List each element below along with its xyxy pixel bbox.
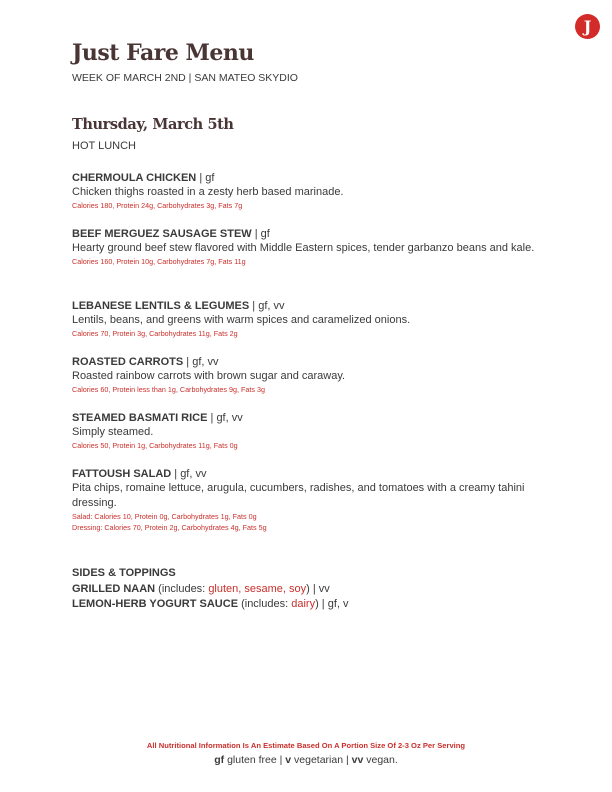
- menu-item: [72, 355, 542, 395]
- menu-item-nutrition: Calories 50, Protein 1g, Carbohydrates 11g, Fats 0g: [72, 441, 238, 450]
- menu-item-name: ROASTED CARROTS: [72, 356, 184, 368]
- menu-item-nutrition: Salad: Calories 10, Protein 0g, Carbohydrates 1g, Fats 0g: [72, 512, 257, 521]
- day-heading: Thursday, March 5th: [72, 116, 234, 133]
- menu-item-nutrition: Calories 60, Protein less than 1g, Carbohydrates 9g, Fats 3g: [72, 385, 265, 394]
- menu-item-header: [72, 227, 542, 241]
- menu-item-tags: | gf, vv: [207, 412, 243, 424]
- menu-item-nutrition: Calories 70, Protein 3g, Carbohydrates 11g, Fats 2g: [72, 329, 238, 338]
- side-item-name: LEMON-HERB YOGURT SAUCE: [72, 598, 239, 610]
- menu-item-tags: | gf, vv: [183, 356, 219, 368]
- legend-text-gf: gluten free |: [224, 754, 286, 766]
- menu-item: [72, 299, 542, 339]
- menu-item-nutrition: Dressing: Calories 70, Protein 2g, Carbohydrates 4g, Fats 5g: [72, 523, 267, 532]
- nutrition-disclaimer: All Nutritional Information Is An Estimate Based On A Portion Size Of 2-3 Oz Per Serving: [146, 741, 466, 750]
- menu-subtitle: WEEK OF MARCH 2ND | SAN MATEO SKYDIO: [72, 72, 298, 84]
- menu-item-header: [72, 467, 542, 481]
- legend-text-vv: vegan.: [363, 754, 398, 766]
- just-fare-logo: J: [575, 14, 600, 39]
- menu-item: [72, 171, 542, 211]
- menu-item: [72, 227, 542, 267]
- side-item-tags: ) | gf, v: [315, 598, 349, 610]
- side-item-naan: [72, 582, 542, 598]
- legend-text-v: vegetarian |: [291, 754, 352, 766]
- menu-item-description: Chicken thighs roasted in a zesty herb based marinade.: [72, 186, 344, 198]
- side-item-name: GRILLED NAAN: [72, 582, 156, 595]
- menu-item-name: BEEF MERGUEZ SAUSAGE STEW: [72, 228, 252, 240]
- menu-item-header: [72, 411, 542, 425]
- menu-item-description: Hearty ground beef stew flavored with Middle Eastern spices, tender garbanzo beans and kale.: [72, 242, 535, 254]
- menu-item-description: Pita chips, romaine lettuce, arugula, cucumbers, radishes, and tomatoes with a creamy tahini dressing.: [72, 482, 525, 509]
- menu-item-name: LEBANESE LENTILS & LEGUMES: [72, 300, 250, 312]
- menu-item-header: [72, 299, 542, 313]
- sides-section: [72, 566, 542, 613]
- side-item-includes: (includes:: [238, 598, 292, 610]
- legend-key-gf: gf: [214, 754, 225, 766]
- menu-item-nutrition: Calories 180, Protein 24g, Carbohydrates 3g, Fats 7g: [72, 201, 243, 210]
- menu-item-tags: | gf, vv: [249, 300, 285, 312]
- menu-item-name: CHERMOULA CHICKEN: [72, 172, 197, 184]
- side-item-allergens: dairy: [291, 598, 316, 610]
- side-item-tags: ) | vv: [306, 582, 330, 595]
- menu-item-header: [72, 171, 542, 185]
- side-item-yogurt-sauce: [72, 597, 542, 613]
- sides-heading: SIDES & TOPPINGS: [72, 567, 176, 579]
- menu-item-description: Simply steamed.: [72, 426, 154, 438]
- dietary-legend: [0, 754, 612, 766]
- menu-item-tags: | gf, vv: [171, 468, 207, 480]
- section-heading: HOT LUNCH: [72, 140, 136, 152]
- menu-item-name: STEAMED BASMATI RICE: [72, 412, 208, 424]
- side-item-includes: (includes:: [155, 582, 209, 595]
- menu-item-header: [72, 355, 542, 369]
- legend-key-v: v: [285, 754, 292, 766]
- menu-item: [72, 411, 542, 451]
- menu-item-tags: | gf: [196, 172, 215, 184]
- legend-key-vv: vv: [351, 754, 364, 766]
- menu-item: [72, 467, 542, 533]
- menu-item-description: Lentils, beans, and greens with warm spices and caramelized onions.: [72, 314, 411, 326]
- menu-item-description: Roasted rainbow carrots with brown sugar and caraway.: [72, 370, 346, 382]
- menu-item-nutrition: Calories 160, Protein 10g, Carbohydrates 7g, Fats 11g: [72, 257, 246, 266]
- menu-item-name: FATTOUSH SALAD: [72, 468, 172, 480]
- side-item-allergens: gluten, sesame, soy: [208, 582, 307, 595]
- menu-title: Just Fare Menu: [72, 40, 254, 66]
- menu-item-tags: | gf: [251, 228, 270, 240]
